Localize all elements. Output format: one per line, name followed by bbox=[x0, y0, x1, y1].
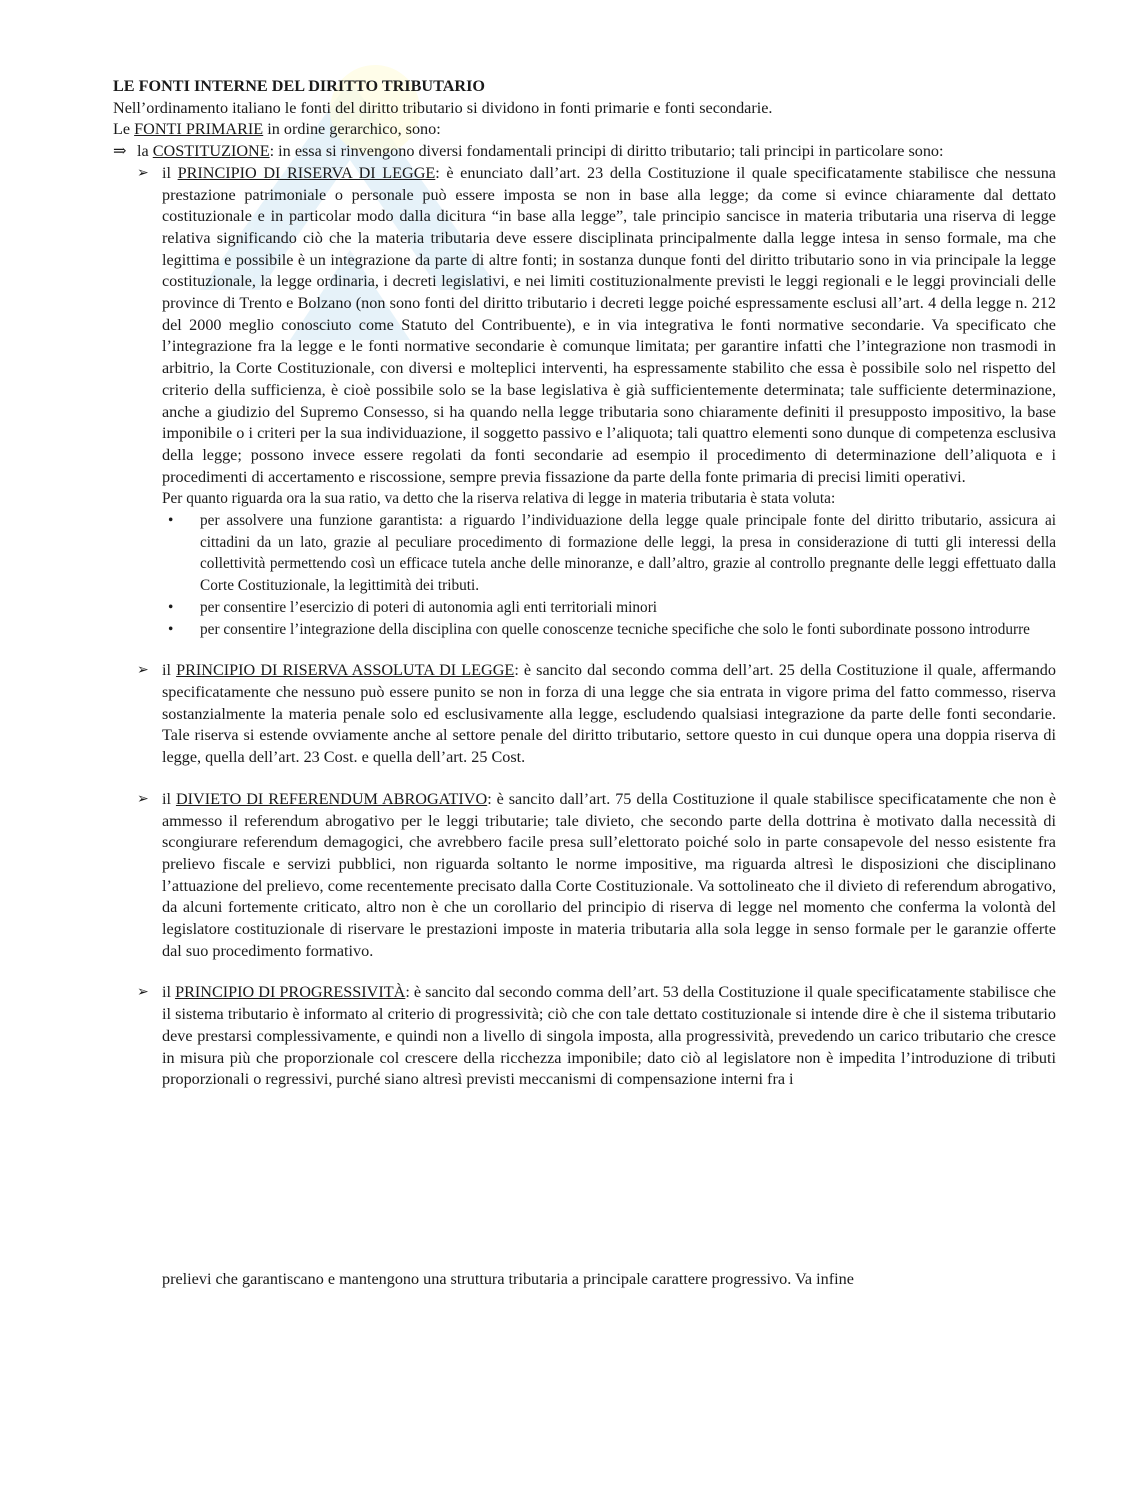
arrowhead-bullet-icon: ➢ bbox=[137, 663, 149, 679]
document-heading: LE FONTI INTERNE DEL DIRITTO TRIBUTARIO bbox=[113, 77, 485, 95]
ratio-bullet: • per consentire l’esercizio di poteri di autonomia agli enti territoriali minori bbox=[113, 597, 1056, 619]
principle-term: PRINCIPIO DI RISERVA ASSOLUTA DI LEGGE bbox=[176, 661, 515, 680]
arrowhead-bullet-icon: ➢ bbox=[137, 985, 149, 1001]
costituzione-term: COSTITUZIONE bbox=[152, 142, 270, 161]
primarie-line: Le FONTI PRIMARIE in ordine gerarchico, sono: bbox=[113, 120, 441, 139]
bullet-dot-icon: • bbox=[168, 512, 174, 530]
ratio-bullet: • per consentire l’integrazione della disciplina con quelle conoscenze tecniche specifiche che solo le fonti subordinate possono introdurre bbox=[113, 619, 1056, 641]
principle-item: ➢ il PRINCIPIO DI RISERVA ASSOLUTA DI LEGGE: è sancito dal secondo comma dell’art. 25 della Costituzione il quale, affermando specificatamente che nessuno può essere punito se non in forza di una legge che sia entrata in vigore prima del fatto commesso, riserva sostanzialmente la materia penale solo ed esclusivamente alla legge, escludendo qualsiasi integrazione da parte delle fonti secondarie. Tale riserva si estende ovviamente anche al settore penale del diritto tributario, settore questo in cui dunque opera una doppia riserva di legge, quella dell’art. 23 Cost. e quella dell’art. 25 Cost. bbox=[137, 661, 1056, 767]
principle-item: ➢ il PRINCIPIO DI RISERVA DI LEGGE: è enunciato dall’art. 23 della Costituzione il quale specificatamente stabilisce che nessuna prestazione patrimoniale o personale può essere imposta se non in base alla legge; da come si evince chiaramente dal dettato costituzionale e in particolar modo dalla dicitura “in base alla legge”, tale principio sancisce in materia tributaria una riserva di legge relativa significando ciò che la materia tributaria deve essere disciplinata principalmente dalla legge intesa in senso formale, ma che legittima e possibile è un integrazione da parte di altre fonti; in sostanza dunque fonti del diritto tributario sono in via principale la legge costituzionale, la legge ordinaria, i decreti legislativi, e nei limiti costituzionalmente previsti le leggi regionali e le leggi provinciali delle province di Trento e Bolzano (non sono fonti del diritto tributario i decreti legge poiché espressamente esclusi all’art. 4 della legge n. 212 del 2000 meglio conosciuto come Statuto del Contribuente), e in via integrativa le fonti normative secondarie. Va specificato che l’integrazione fra la legge e le fonti normative secondarie è comunque limitata; per garantire infatti che l’integrazione non trasmodi in arbitrio, la Corte Costituzionale, con diversi e molteplici interventi, ha espressamente stabilito che essa è possibile solo nel rispetto del criterio della sufficienza, è cioè possibile solo se la base legislativa è già sufficientemente determinata; tale sufficiente determinazione, anche a giudizio del Supremo Consesso, si ha quando nella legge tributaria sono chiaramente definiti il presupposto impositivo, la base imponibile o i criteri per la sua individuazione, il soggetto passivo e l’aliquota; tali quattro elementi sono dunque di competenza esclusiva della legge; possono invece essere regolati da fonti secondarie ad esempio il procedimento di determinazione dell’aliquota e i procedimenti di accertamento e riscossione, sempre previa fissazione da parte della fonte primaria di precisi limiti operativi. bbox=[137, 163, 1056, 486]
bullet-dot-icon: • bbox=[168, 598, 174, 616]
principle-item: ➢ il PRINCIPIO DI PROGRESSIVITÀ: è sancito dal secondo comma dell’art. 53 della Costituzione il quale specificatamente stabilisce che il sistema tributario è informato al criterio di progressività; ciò che con tale dettato costituzionale si intende dire è che il sistema tributario deve prestarsi complessivamente, e quindi non a livello di singola imposta, alla progressività, prevedendo un carico tributario che cresce in misura più che proporzionale col crescere della ricchezza imponibile; dato ciò al legislatore non è impedita l’introduzione di tributi proporzionali o regressivi, purché siano altresì previsti meccanismi di compensazione interni fra i bbox=[137, 983, 1056, 1089]
principle-term: PRINCIPIO DI RISERVA DI LEGGE bbox=[177, 163, 436, 182]
arrowhead-bullet-icon: ➢ bbox=[137, 165, 149, 181]
principle-item: ➢ il DIVIETO DI REFERENDUM ABROGATIVO: è sancito dall’art. 75 della Costituzione il quale stabilisce specificatamente che non è ammesso il referendum abrogativo per le leggi tributarie; tale divieto, che secondo parte della dottrina è motivato dalla necessità di scongiurare referendum demagogici, che avrebbero facile presa sull’elettorato poiché solo in parte consapevole del nesso esistente fra prelievo fiscale e servizi pubblici, non riguarda soltanto le norme impositive, ma riguarda altresì le disposizioni che disciplinano l’attuazione del prelievo, come recentemente precisato dalla Corte Costituzionale. Va sottolineato che il divieto di referendum abrogativo, da alcuni fortemente criticato, altro non è che un corollario del principio di riserva di legge nel momento che conferma la volontà del legislatore costituzionale di riservare le prestazioni imposte in materia tributaria alla sola legge in senso formale per le garanzie offerte dal suo procedimento formativo. bbox=[137, 789, 1057, 960]
costituzione-item: ⇒ la COSTITUZIONE: in essa si rinvengono diversi fondamentali principi di diritto tributario; tali principi in particolare sono: bbox=[113, 141, 1056, 163]
double-arrow-icon: ⇒ bbox=[113, 142, 127, 161]
truncated-line: prelievi che garantiscano e mantengono una struttura tributaria a principale carattere progressivo. Va infine bbox=[162, 1270, 854, 1288]
intro-paragraph: Nell’ordinamento italiano le fonti del diritto tributario si dividono in fonti primarie e fonti secondarie. bbox=[113, 98, 773, 117]
principle-term: DIVIETO DI REFERENDUM ABROGATIVO bbox=[175, 789, 488, 808]
document-page bbox=[113, 76, 1056, 1091]
principle-term: PRINCIPIO DI PROGRESSIVITÀ bbox=[175, 983, 406, 1002]
arrowhead-bullet-icon: ➢ bbox=[137, 791, 149, 807]
ratio-intro: Per quanto riguarda ora la sua ratio, va detto che la riserva relativa di legge in materia tributaria è stata voluta: bbox=[162, 490, 836, 508]
primarie-term: FONTI PRIMARIE bbox=[134, 120, 264, 139]
bullet-dot-icon: • bbox=[168, 620, 174, 638]
ratio-bullet: • per assolvere una funzione garantista: a riguardo l’individuazione della legge quale principale fonte del diritto tributario, assicura ai cittadini da un lato, grazie al peculiare procedimento di formazione delle leggi, la presa in considerazione di tutti gli interessi della collettività permettendo così un efficace tutela anche delle minoranze, e dall’altro, grazie al controllo pregnante delle leggi effettuato dalla Corte Costituzionale, la legittimità dei tributi. bbox=[168, 512, 1056, 595]
